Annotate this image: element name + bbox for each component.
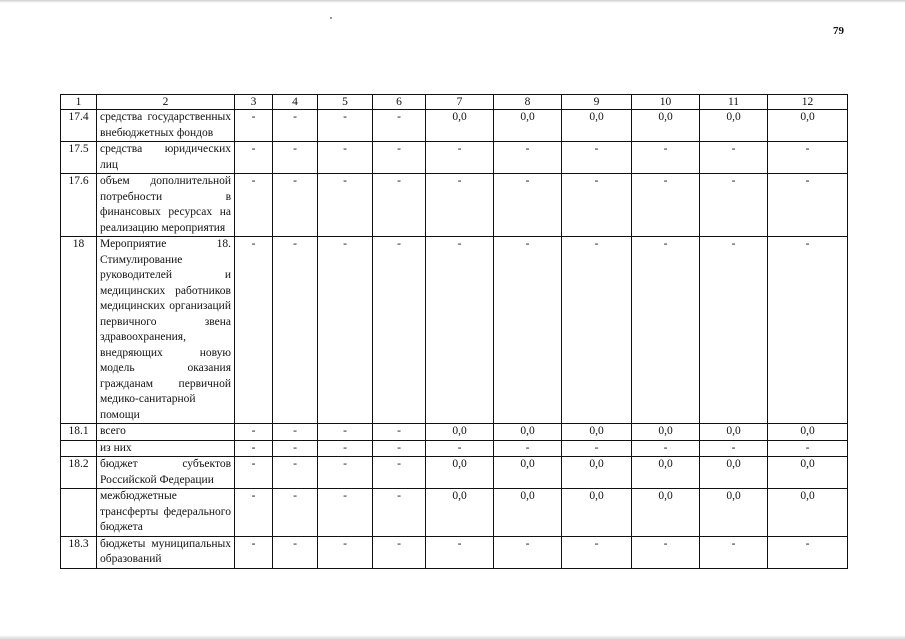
value-cell: 0,0 bbox=[632, 424, 700, 441]
value-cell: 0,0 bbox=[426, 424, 494, 441]
value-cell: - bbox=[318, 174, 373, 237]
row-description: средства юридических лиц bbox=[97, 142, 235, 174]
value-cell: - bbox=[318, 110, 373, 142]
value-cell: 0,0 bbox=[562, 110, 632, 142]
value-cell: - bbox=[426, 174, 494, 237]
value-cell: 0,0 bbox=[426, 457, 494, 489]
value-cell: - bbox=[562, 142, 632, 174]
value-cell: - bbox=[494, 237, 562, 424]
budget-table bbox=[60, 94, 848, 569]
value-cell: 0,0 bbox=[700, 110, 768, 142]
value-cell: 0,0 bbox=[562, 489, 632, 537]
value-cell: - bbox=[494, 536, 562, 568]
value-cell: - bbox=[632, 237, 700, 424]
column-header: 7 bbox=[426, 95, 494, 110]
row-description: средства государственных внебюджетных фондов bbox=[97, 110, 235, 142]
value-cell: - bbox=[426, 536, 494, 568]
column-header: 5 bbox=[318, 95, 373, 110]
value-cell: - bbox=[318, 424, 373, 441]
value-cell: - bbox=[273, 489, 318, 537]
value-cell: - bbox=[273, 536, 318, 568]
value-cell: - bbox=[273, 424, 318, 441]
table-row bbox=[61, 440, 848, 457]
value-cell: 0,0 bbox=[494, 457, 562, 489]
value-cell: - bbox=[373, 237, 426, 424]
value-cell: - bbox=[235, 424, 273, 441]
scan-bottom-edge bbox=[0, 635, 905, 639]
value-cell: - bbox=[273, 142, 318, 174]
value-cell: - bbox=[426, 237, 494, 424]
value-cell: 0,0 bbox=[562, 457, 632, 489]
value-cell: 0,0 bbox=[494, 489, 562, 537]
table-row bbox=[61, 110, 848, 142]
value-cell: - bbox=[768, 440, 848, 457]
row-number: 18.2 bbox=[61, 457, 97, 489]
column-header: 10 bbox=[632, 95, 700, 110]
column-header: 3 bbox=[235, 95, 273, 110]
value-cell: - bbox=[562, 174, 632, 237]
value-cell: - bbox=[273, 174, 318, 237]
row-description: всего bbox=[97, 424, 235, 441]
table-row bbox=[61, 457, 848, 489]
value-cell: - bbox=[235, 440, 273, 457]
value-cell: - bbox=[632, 440, 700, 457]
value-cell: - bbox=[318, 142, 373, 174]
value-cell: - bbox=[632, 142, 700, 174]
value-cell: - bbox=[273, 440, 318, 457]
value-cell: - bbox=[235, 457, 273, 489]
table-row bbox=[61, 142, 848, 174]
value-cell: - bbox=[235, 142, 273, 174]
row-description: из них bbox=[97, 440, 235, 457]
value-cell: - bbox=[273, 457, 318, 489]
value-cell: - bbox=[318, 489, 373, 537]
row-number: 17.5 bbox=[61, 142, 97, 174]
value-cell: - bbox=[235, 536, 273, 568]
column-header: 12 bbox=[768, 95, 848, 110]
column-header: 1 bbox=[61, 95, 97, 110]
value-cell: - bbox=[700, 536, 768, 568]
row-number: 18.3 bbox=[61, 536, 97, 568]
row-description: Мероприятие 18. Стимулирование руководителей и медицинских работников медицинских организаций первичного звена здравоохранения, внедряющих новую модель оказания гражданам первичной медико-санитарной помощи bbox=[97, 237, 235, 424]
value-cell: - bbox=[318, 457, 373, 489]
row-description: объем дополнительной потребности в финансовых ресурсах на реализацию мероприятия bbox=[97, 174, 235, 237]
scan-top-edge bbox=[0, 0, 905, 3]
value-cell: - bbox=[768, 142, 848, 174]
value-cell: 0,0 bbox=[700, 424, 768, 441]
value-cell: - bbox=[318, 536, 373, 568]
value-cell: - bbox=[426, 440, 494, 457]
value-cell: - bbox=[494, 440, 562, 457]
table-row bbox=[61, 489, 848, 537]
value-cell: - bbox=[700, 237, 768, 424]
value-cell: - bbox=[373, 440, 426, 457]
value-cell: - bbox=[632, 174, 700, 237]
value-cell: - bbox=[235, 237, 273, 424]
table-header-row bbox=[61, 95, 848, 110]
value-cell: - bbox=[373, 110, 426, 142]
value-cell: 0,0 bbox=[768, 110, 848, 142]
value-cell: - bbox=[273, 110, 318, 142]
value-cell: - bbox=[235, 174, 273, 237]
value-cell: 0,0 bbox=[632, 457, 700, 489]
page-number: 79 bbox=[833, 25, 844, 37]
value-cell: 0,0 bbox=[494, 424, 562, 441]
value-cell: - bbox=[373, 457, 426, 489]
value-cell: - bbox=[700, 174, 768, 237]
column-header: 4 bbox=[273, 95, 318, 110]
column-header: 6 bbox=[373, 95, 426, 110]
table-row bbox=[61, 424, 848, 441]
value-cell: - bbox=[700, 142, 768, 174]
value-cell: - bbox=[632, 536, 700, 568]
value-cell: - bbox=[768, 536, 848, 568]
column-header: 8 bbox=[494, 95, 562, 110]
table-row bbox=[61, 174, 848, 237]
row-description: бюджеты муниципальных образований bbox=[97, 536, 235, 568]
value-cell: - bbox=[318, 440, 373, 457]
value-cell: 0,0 bbox=[562, 424, 632, 441]
value-cell: - bbox=[494, 174, 562, 237]
row-description: межбюджетные трансферты федерального бюджета bbox=[97, 489, 235, 537]
value-cell: - bbox=[768, 237, 848, 424]
table-row bbox=[61, 536, 848, 568]
value-cell: 0,0 bbox=[426, 110, 494, 142]
row-number: 17.6 bbox=[61, 174, 97, 237]
value-cell: - bbox=[768, 174, 848, 237]
row-number: 18.1 bbox=[61, 424, 97, 441]
value-cell: - bbox=[235, 110, 273, 142]
value-cell: 0,0 bbox=[494, 110, 562, 142]
column-header: 11 bbox=[700, 95, 768, 110]
value-cell: - bbox=[373, 489, 426, 537]
value-cell: - bbox=[373, 142, 426, 174]
row-number bbox=[61, 489, 97, 537]
row-number bbox=[61, 440, 97, 457]
scan-speck bbox=[330, 17, 332, 19]
value-cell: 0,0 bbox=[700, 489, 768, 537]
value-cell: - bbox=[562, 536, 632, 568]
value-cell: - bbox=[273, 237, 318, 424]
value-cell: - bbox=[373, 536, 426, 568]
value-cell: 0,0 bbox=[426, 489, 494, 537]
value-cell: - bbox=[318, 237, 373, 424]
value-cell: 0,0 bbox=[768, 457, 848, 489]
value-cell: - bbox=[494, 142, 562, 174]
column-header: 2 bbox=[97, 95, 235, 110]
value-cell: 0,0 bbox=[768, 424, 848, 441]
value-cell: - bbox=[700, 440, 768, 457]
row-description: бюджет субъектов Российской Федерации bbox=[97, 457, 235, 489]
value-cell: - bbox=[562, 440, 632, 457]
row-number: 17.4 bbox=[61, 110, 97, 142]
value-cell: - bbox=[373, 424, 426, 441]
table-row bbox=[61, 237, 848, 424]
column-header: 9 bbox=[562, 95, 632, 110]
row-number: 18 bbox=[61, 237, 97, 424]
value-cell: - bbox=[426, 142, 494, 174]
value-cell: 0,0 bbox=[632, 110, 700, 142]
value-cell: - bbox=[562, 237, 632, 424]
value-cell: - bbox=[373, 174, 426, 237]
value-cell: 0,0 bbox=[768, 489, 848, 537]
value-cell: - bbox=[235, 489, 273, 537]
value-cell: 0,0 bbox=[700, 457, 768, 489]
value-cell: 0,0 bbox=[632, 489, 700, 537]
